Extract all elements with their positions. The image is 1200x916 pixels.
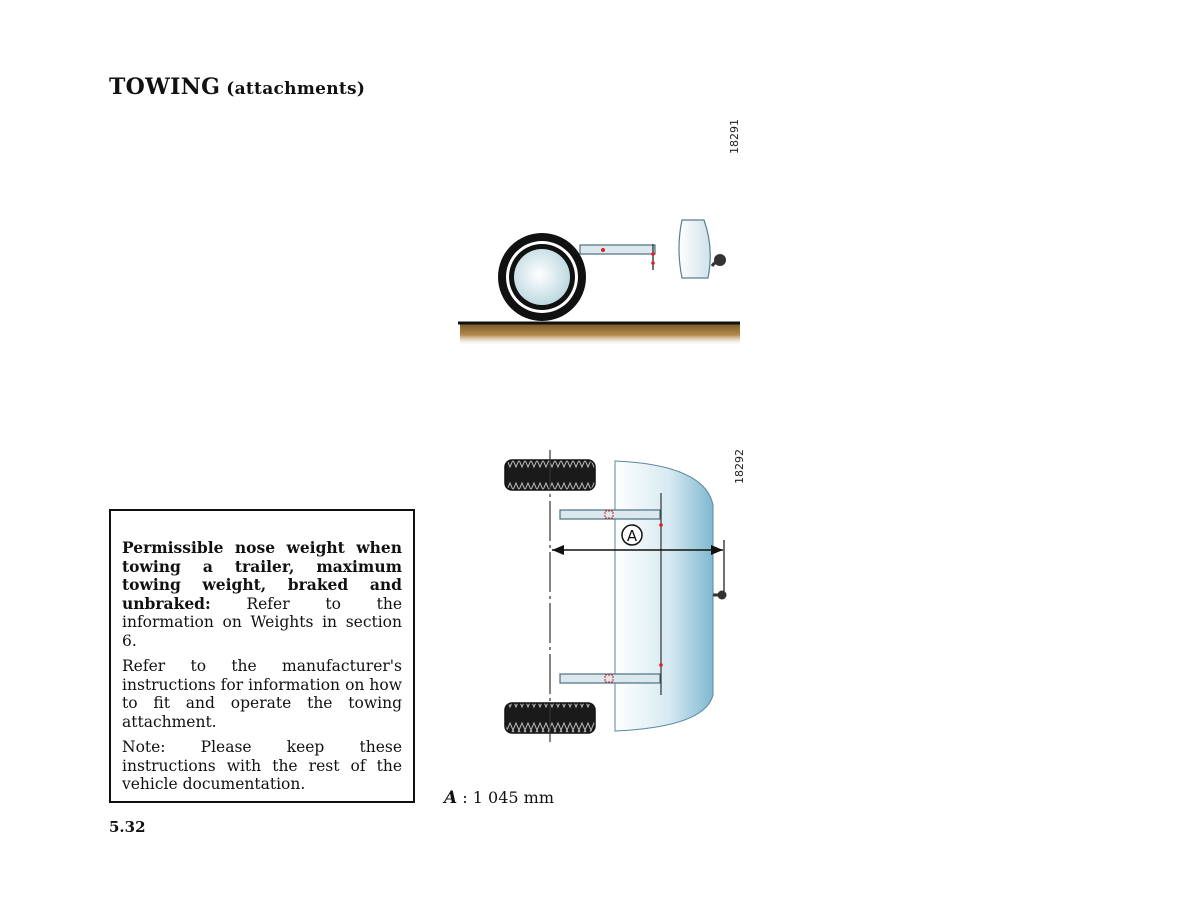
page-number: 5.32 [109,818,146,836]
info-box [109,509,415,803]
tow-ball [714,254,726,266]
figure-code-side: 18291 [728,119,741,154]
caption-value: 1 045 mm [472,788,554,807]
info-manufacturer-text: Refer to the manufacturer's instructions for information on how to fit and operate the towing attachment. [122,657,402,731]
ground-shadow [460,324,740,346]
title-main: TOWING [109,74,221,100]
wheel-hub [514,249,570,305]
figure-code-top: 18292 [733,449,746,484]
top-view-illustration [495,445,755,750]
info-weights [122,539,402,650]
car-rear-body [615,461,713,731]
dimension-label: A [626,527,638,545]
dimension-caption [444,788,554,808]
info-note-text: Note: Please keep these instructions with the rest of the vehicle documentation. [122,738,402,793]
title-subtitle: (attachments) [226,79,366,99]
side-view-illustration [450,120,750,360]
info-heading: Permissible nose weight when towing a trailer, maximum towing weight, braked and unbraked: [122,538,402,613]
tow-ball-top [718,591,727,600]
side-view-figure [450,120,750,360]
caption-letter: A [444,788,458,808]
caption-separator: : [457,788,473,807]
top-view-figure [495,445,755,750]
page-title [109,74,365,100]
bumper-outline [679,220,710,278]
info-weights-text: Refer to the information on Weights in section 6. [122,594,402,650]
tow-bar-arm [580,245,655,254]
